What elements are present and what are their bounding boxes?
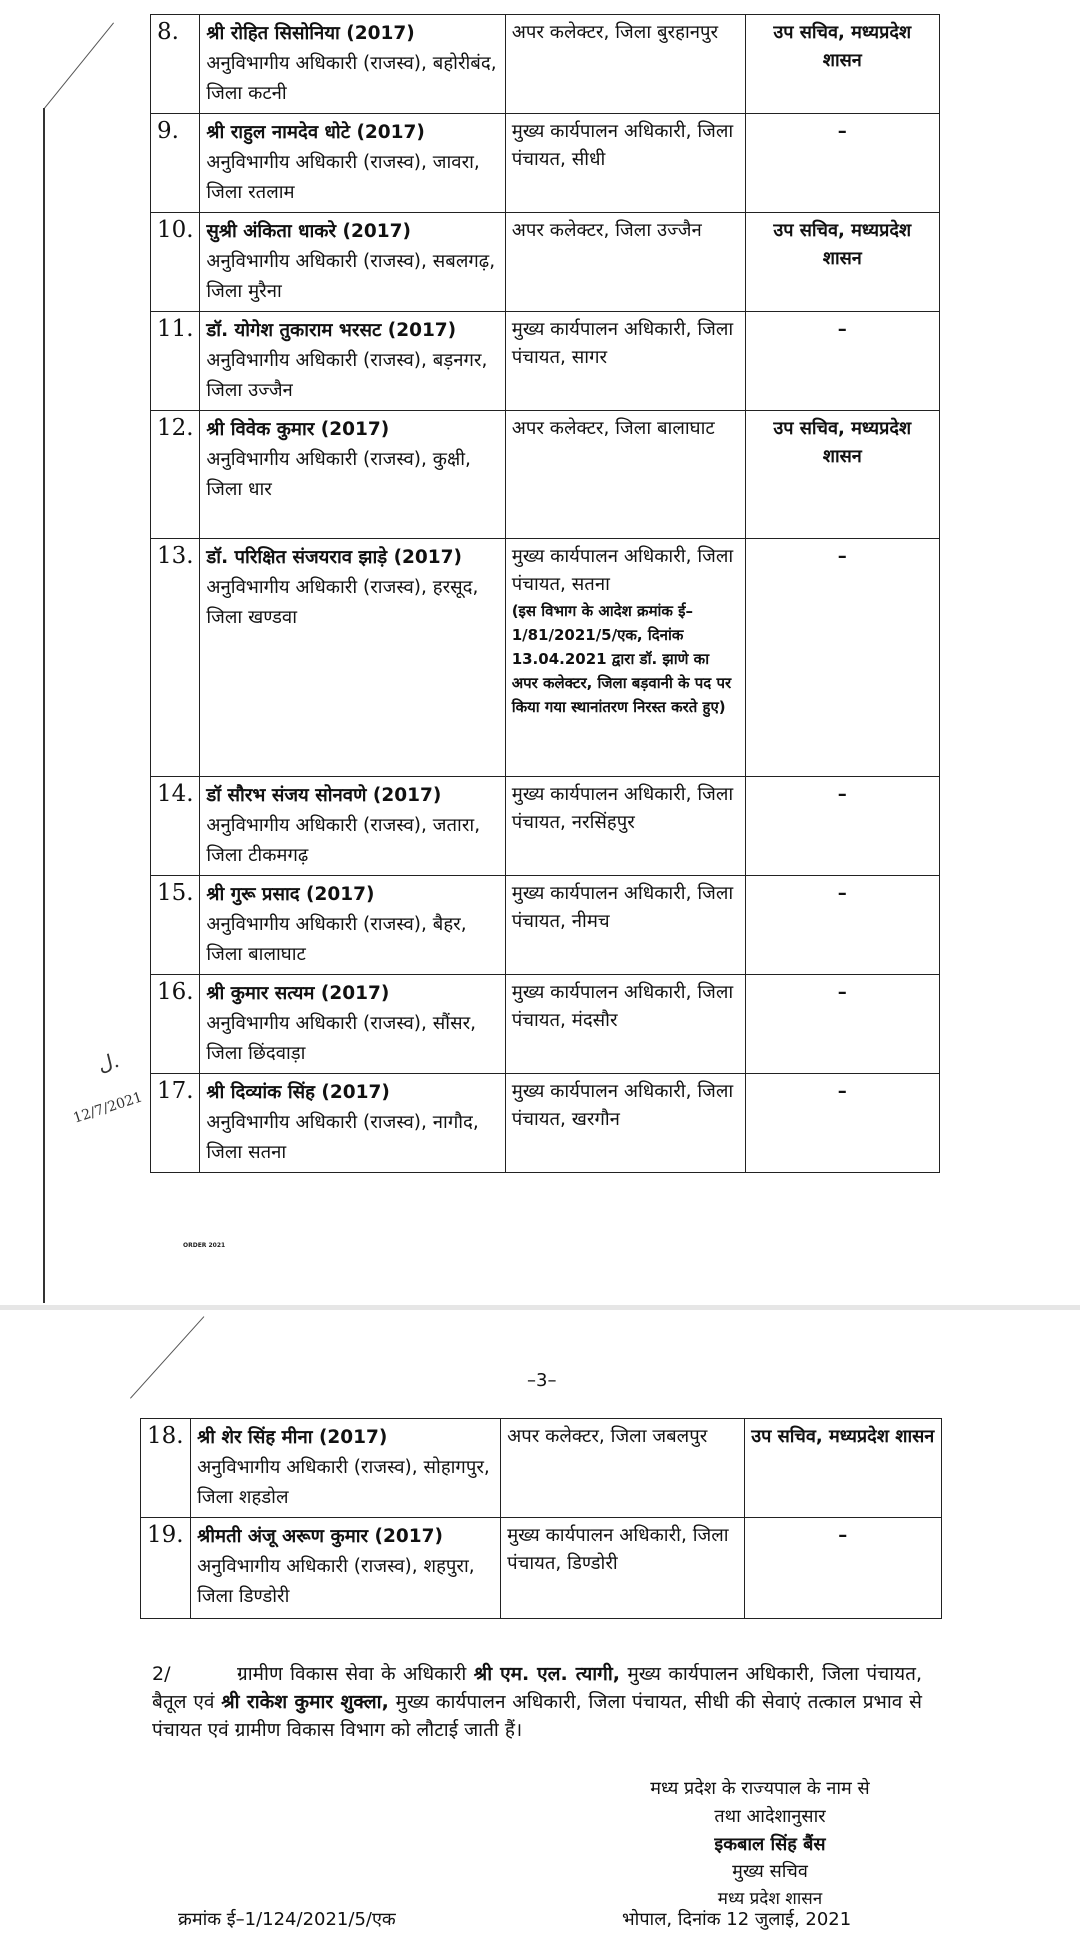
additional-charge: –: [837, 883, 847, 904]
new-posting-cell: [505, 411, 745, 539]
new-posting-cell: [505, 213, 745, 312]
officer-name: श्री विवेक कुमार (2017): [206, 419, 390, 440]
new-posting: अपर कलेक्टर, जिला उज्जैन: [511, 220, 702, 241]
table-row: [151, 114, 940, 213]
current-posting: अनुविभागीय अधिकारी (राजस्व), सोहागपुर, जिला शहडोल: [197, 1457, 490, 1508]
new-posting: मुख्य कार्यपालन अधिकारी, जिला पंचायत, नीमच: [511, 883, 734, 932]
additional-charge: उप सचिव, मध्यप्रदेश शासन: [773, 418, 912, 467]
new-posting-cell: [505, 1074, 745, 1173]
additional-charge: –: [838, 1525, 848, 1546]
officer-name: डॉ. योगेश तुकाराम भरसट (2017): [206, 320, 457, 341]
table-row: [151, 876, 940, 975]
serial-number: 11.: [151, 312, 200, 411]
current-posting: अनुविभागीय अधिकारी (राजस्व), सौंसर, जिला छिंदवाड़ा: [206, 1013, 477, 1064]
place-date: भोपाल, दिनांक 12 जुलाई, 2021: [622, 1909, 852, 1930]
page-left-border: [43, 108, 45, 1303]
serial-number: 10.: [151, 213, 200, 312]
additional-charge: –: [837, 784, 847, 805]
page-fold-line: [44, 23, 114, 109]
new-posting: अपर कलेक्टर, जिला बालाघाट: [511, 418, 715, 439]
additional-charge: –: [837, 546, 847, 567]
current-posting: अनुविभागीय अधिकारी (राजस्व), शहपुरा, जिला डिण्डोरी: [197, 1556, 475, 1607]
table-row: [151, 975, 940, 1074]
table-row: [151, 1074, 940, 1173]
document-page-2: [0, 1310, 1080, 1945]
serial-number: 15.: [151, 876, 200, 975]
officer-name: श्री कुमार सत्यम (2017): [206, 983, 390, 1004]
para-text-1: ग्रामीण विकास सेवा के अधिकारी: [237, 1663, 467, 1685]
serial-number: 14.: [151, 777, 200, 876]
new-posting-cell: [505, 114, 745, 213]
additional-charge-cell: [745, 975, 940, 1074]
table-row: [151, 15, 940, 114]
margin-date-note: 12/7/2021: [71, 1089, 145, 1127]
order-number: क्रमांक ई–1/124/2021/5/एक: [178, 1909, 396, 1930]
serial-number: 13.: [151, 539, 200, 777]
officer-name: श्रीमती अंजू अरूण कुमार (2017): [197, 1526, 443, 1547]
officer-name: श्री राहुल नामदेव धोटे (2017): [206, 122, 425, 143]
para-text-3: मुख्य कार्यपालन अधिकारी, जिला पंचायत, सीधी की सेवाएं तत्काल प्रभाव से पंचायत एवं ग्रामीण विकास विभाग को लौटाई जाती हैं।: [152, 1691, 922, 1741]
margin-initial-signature: ل.: [95, 1047, 122, 1077]
new-posting: मुख्य कार्यपालन अधिकारी, जिला पंचायत, डिण्डोरी: [507, 1525, 729, 1574]
current-posting: अनुविभागीय अधिकारी (राजस्व), हरसूद, जिला खण्डवा: [206, 577, 479, 628]
new-posting: मुख्य कार्यपालन अधिकारी, जिला पंचायत, सागर: [511, 319, 734, 368]
additional-charge: –: [837, 1081, 847, 1102]
para-number: 2/: [152, 1663, 171, 1685]
officer-cell: [200, 1074, 505, 1173]
officer-name-1: श्री एम. एल. त्यागी,: [473, 1663, 621, 1685]
transfer-table-page2: [140, 1418, 942, 1619]
new-posting: मुख्य कार्यपालन अधिकारी, जिला पंचायत, नरसिंहपुर: [511, 784, 734, 833]
table-row: [151, 411, 940, 539]
signatory-name: इकबाल सिंह बैंस: [714, 1834, 826, 1855]
para-text-2: मुख्य कार्यपालन अधिकारी, जिला पंचायत, बैतूल एवं: [152, 1663, 923, 1713]
transfer-table-page1: [150, 14, 940, 1173]
signatory-title: मुख्य सचिव: [732, 1861, 808, 1882]
serial-number: 16.: [151, 975, 200, 1074]
current-posting: अनुविभागीय अधिकारी (राजस्व), नागौद, जिला सतना: [206, 1112, 479, 1163]
additional-charge-cell: [745, 777, 940, 876]
officer-cell: [200, 876, 505, 975]
additional-charge: उप सचिव, मध्यप्रदेश शासन: [773, 220, 912, 269]
additional-charge-cell: [745, 539, 940, 777]
officer-cell: [200, 15, 505, 114]
new-posting: मुख्य कार्यपालन अधिकारी, जिला पंचायत, सतना: [511, 546, 734, 595]
officer-name-2: श्री राकेश कुमार शुक्ला,: [221, 1691, 389, 1713]
new-posting-cell: [501, 1419, 744, 1518]
new-posting-cell: [505, 312, 745, 411]
posting-note: (इस विभाग के आदेश क्रमांक ई–1/81/2021/5/एक, दिनांक 13.04.2021 द्वारा डॉ. झाणे का अपर कलेक्टर, जिला बड़वानी के पद पर किया गया स्थानांतरण निरस्त करते हुए): [511, 602, 732, 716]
table-row: [141, 1518, 942, 1619]
new-posting: मुख्य कार्यपालन अधिकारी, जिला पंचायत, सीधी: [511, 121, 734, 170]
current-posting: अनुविभागीय अधिकारी (राजस्व), बहोरीबंद, जिला कटनी: [206, 53, 497, 104]
closing-line-2: तथा आदेशानुसार: [714, 1806, 826, 1827]
additional-charge-cell: [744, 1518, 941, 1619]
table-row: [151, 539, 940, 777]
additional-charge: उप सचिव, मध्यप्रदेश शासन: [773, 22, 912, 71]
officer-name: सुश्री अंकिता धाकरे (2017): [206, 221, 411, 242]
additional-charge-cell: [745, 312, 940, 411]
additional-charge-cell: [745, 411, 940, 539]
new-posting-cell: [501, 1518, 744, 1619]
officer-cell: [200, 411, 505, 539]
table-row: [151, 213, 940, 312]
additional-charge-cell: [745, 213, 940, 312]
serial-number: 8.: [151, 15, 200, 114]
serial-number: 9.: [151, 114, 200, 213]
additional-charge-cell: [745, 114, 940, 213]
current-posting: अनुविभागीय अधिकारी (राजस्व), सबलगढ़, जिला मुरैना: [206, 251, 496, 302]
footer-order-code: ORDER 2021: [183, 1242, 226, 1249]
new-posting-cell: [505, 876, 745, 975]
officer-name: श्री रोहित सिसोनिया (2017): [206, 23, 415, 44]
additional-charge-cell: [744, 1419, 941, 1518]
new-posting-cell: [505, 15, 745, 114]
officer-cell: [200, 975, 505, 1074]
table-row: [151, 312, 940, 411]
officer-cell: [200, 777, 505, 876]
additional-charge: –: [837, 982, 847, 1003]
officer-name: श्री दिव्यांक सिंह (2017): [206, 1082, 390, 1103]
serial-number: 17.: [151, 1074, 200, 1173]
officer-cell: [191, 1518, 501, 1619]
additional-charge-cell: [745, 876, 940, 975]
officer-cell: [200, 312, 505, 411]
additional-charge: उप सचिव, मध्यप्रदेश शासन: [751, 1426, 935, 1447]
current-posting: अनुविभागीय अधिकारी (राजस्व), जावरा, जिला रतलाम: [206, 152, 480, 203]
current-posting: अनुविभागीय अधिकारी (राजस्व), बड़नगर, जिला उज्जैन: [206, 350, 488, 401]
additional-charge-cell: [745, 1074, 940, 1173]
current-posting: अनुविभागीय अधिकारी (राजस्व), जतारा, जिला टीकमगढ़: [206, 815, 481, 866]
serial-number: 18.: [141, 1419, 191, 1518]
officer-name: डॉ सौरभ संजय सोनवणे (2017): [206, 785, 442, 806]
new-posting-cell: [505, 975, 745, 1074]
signatory-govt: मध्य प्रदेश शासन: [717, 1889, 823, 1909]
page-fold-line: [130, 1316, 204, 1398]
closing-line-1: मध्य प्रदेश के राज्यपाल के नाम से: [650, 1778, 870, 1799]
officer-cell: [191, 1419, 501, 1518]
officer-cell: [200, 213, 505, 312]
page-number: –3–: [527, 1370, 557, 1391]
officer-name: श्री शेर सिंह मीना (2017): [197, 1427, 388, 1448]
paragraph-2: [152, 1660, 922, 1744]
additional-charge-cell: [745, 15, 940, 114]
new-posting: अपर कलेक्टर, जिला बुरहानपुर: [511, 22, 719, 43]
new-posting-cell: [505, 539, 745, 777]
table-row: [151, 777, 940, 876]
serial-number: 12.: [151, 411, 200, 539]
current-posting: अनुविभागीय अधिकारी (राजस्व), कुक्षी, जिला धार: [206, 449, 471, 500]
new-posting: मुख्य कार्यपालन अधिकारी, जिला पंचायत, मंदसौर: [511, 982, 734, 1031]
officer-cell: [200, 539, 505, 777]
officer-name: डॉ. परिक्षित संजयराव झाड़े (2017): [206, 547, 463, 568]
additional-charge: –: [837, 319, 847, 340]
new-posting: मुख्य कार्यपालन अधिकारी, जिला पंचायत, खरगौन: [511, 1081, 734, 1130]
table-row: [141, 1419, 942, 1518]
new-posting: अपर कलेक्टर, जिला जबलपुर: [507, 1426, 708, 1447]
officer-cell: [200, 114, 505, 213]
current-posting: अनुविभागीय अधिकारी (राजस्व), बैहर, जिला बालाघाट: [206, 914, 467, 965]
officer-name: श्री गुरू प्रसाद (2017): [206, 884, 375, 905]
serial-number: 19.: [141, 1518, 191, 1619]
additional-charge: –: [837, 121, 847, 142]
new-posting-cell: [505, 777, 745, 876]
